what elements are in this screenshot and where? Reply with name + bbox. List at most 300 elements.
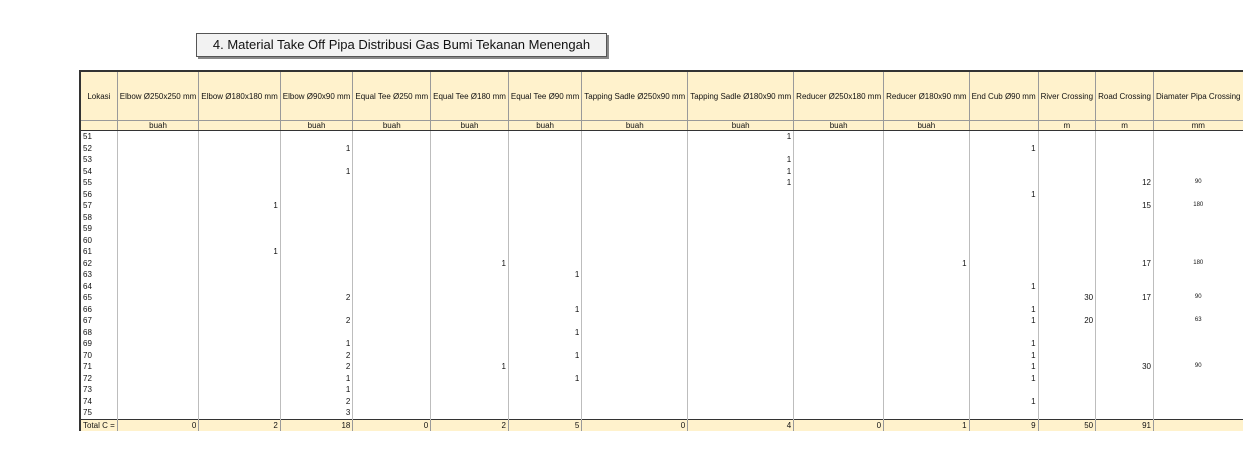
value-cell: 1 (969, 304, 1038, 316)
value-cell (582, 223, 688, 235)
value-cell (884, 200, 969, 212)
value-cell (1096, 338, 1154, 350)
unit-cell: m (1096, 121, 1154, 131)
value-cell (1096, 384, 1154, 396)
value-cell (884, 223, 969, 235)
value-cell (1038, 246, 1095, 258)
column-header: End Cub Ø90 mm (969, 71, 1038, 121)
value-cell (969, 166, 1038, 178)
value-cell (794, 177, 884, 189)
value-cell (1154, 384, 1243, 396)
value-cell (582, 154, 688, 166)
value-cell (117, 373, 198, 385)
value-cell (280, 246, 353, 258)
value-cell (1096, 269, 1154, 281)
table-row (80, 281, 1243, 293)
value-cell (969, 200, 1038, 212)
value-cell (508, 292, 581, 304)
value-cell (431, 304, 509, 316)
location-cell: 67 (80, 315, 117, 327)
value-cell (1096, 212, 1154, 224)
location-cell: 59 (80, 223, 117, 235)
value-cell (794, 396, 884, 408)
value-cell (1038, 200, 1095, 212)
value-cell (508, 143, 581, 155)
unit-cell: mm (1154, 121, 1243, 131)
value-cell (688, 281, 794, 293)
location-cell: 72 (80, 373, 117, 385)
value-cell (1038, 361, 1095, 373)
value-cell (794, 166, 884, 178)
value-cell (117, 258, 198, 270)
value-cell (582, 292, 688, 304)
value-cell (1154, 235, 1243, 247)
value-cell (508, 235, 581, 247)
table-row (80, 361, 1243, 373)
table-row (80, 269, 1243, 281)
value-cell (199, 304, 280, 316)
value-cell (969, 258, 1038, 270)
value-cell (431, 269, 509, 281)
value-cell (582, 235, 688, 247)
location-cell: 54 (80, 166, 117, 178)
value-cell (508, 258, 581, 270)
value-cell: 1 (884, 258, 969, 270)
value-cell: 1 (431, 258, 509, 270)
value-cell (117, 235, 198, 247)
value-cell (117, 166, 198, 178)
value-cell (582, 327, 688, 339)
value-cell (688, 407, 794, 419)
value-cell (1038, 258, 1095, 270)
value-cell (199, 281, 280, 293)
value-cell (117, 361, 198, 373)
value-cell (1154, 131, 1243, 143)
value-cell (117, 327, 198, 339)
value-cell (1096, 143, 1154, 155)
value-cell (794, 143, 884, 155)
value-cell (884, 143, 969, 155)
value-cell (508, 166, 581, 178)
table-row (80, 131, 1243, 143)
location-cell: 69 (80, 338, 117, 350)
value-cell: 1 (508, 350, 581, 362)
value-cell (431, 200, 509, 212)
value-cell (353, 361, 431, 373)
value-cell (582, 189, 688, 201)
value-cell (884, 281, 969, 293)
column-header: Elbow Ø90x90 mm (280, 71, 353, 121)
value-cell (431, 189, 509, 201)
value-cell (884, 154, 969, 166)
value-cell (431, 166, 509, 178)
location-cell: 62 (80, 258, 117, 270)
value-cell (280, 281, 353, 293)
value-cell: 2 (280, 350, 353, 362)
value-cell (280, 327, 353, 339)
unit-cell: buah (688, 121, 794, 131)
column-header: Equal Tee Ø180 mm (431, 71, 509, 121)
value-cell (884, 166, 969, 178)
value-cell: 1 (199, 200, 280, 212)
value-cell: 90 (1154, 177, 1243, 189)
value-cell (969, 235, 1038, 247)
value-cell (199, 131, 280, 143)
value-cell (1096, 189, 1154, 201)
value-cell (199, 373, 280, 385)
value-cell (969, 177, 1038, 189)
value-cell: 63 (1154, 315, 1243, 327)
value-cell (1038, 143, 1095, 155)
value-cell (969, 269, 1038, 281)
material-takeoff-table (79, 70, 1243, 431)
value-cell: 1 (688, 154, 794, 166)
value-cell (353, 350, 431, 362)
column-header: Elbow Ø180x180 mm (199, 71, 280, 121)
value-cell (1154, 166, 1243, 178)
value-cell: 1 (280, 384, 353, 396)
value-cell (508, 200, 581, 212)
value-cell: 180 (1154, 200, 1243, 212)
value-cell: 1 (199, 246, 280, 258)
value-cell: 1 (508, 327, 581, 339)
value-cell (199, 166, 280, 178)
total-row (80, 419, 1243, 431)
value-cell (280, 131, 353, 143)
value-cell (1154, 338, 1243, 350)
value-cell (508, 384, 581, 396)
table-row (80, 200, 1243, 212)
value-cell (117, 384, 198, 396)
value-cell (794, 281, 884, 293)
value-cell (688, 373, 794, 385)
value-cell (280, 200, 353, 212)
value-cell (688, 143, 794, 155)
value-cell (280, 269, 353, 281)
value-cell (884, 396, 969, 408)
value-cell (884, 131, 969, 143)
value-cell (1096, 315, 1154, 327)
value-cell (431, 212, 509, 224)
value-cell (969, 246, 1038, 258)
value-cell: 17 (1096, 292, 1154, 304)
value-cell (431, 246, 509, 258)
value-cell (117, 338, 198, 350)
value-cell (353, 212, 431, 224)
value-cell (353, 396, 431, 408)
value-cell (688, 292, 794, 304)
value-cell: 1 (508, 269, 581, 281)
value-cell (353, 407, 431, 419)
value-cell: 2 (280, 396, 353, 408)
value-cell (353, 246, 431, 258)
total-cell: 2 (199, 419, 280, 431)
value-cell (688, 327, 794, 339)
value-cell (1038, 350, 1095, 362)
value-cell (1154, 304, 1243, 316)
location-cell: 55 (80, 177, 117, 189)
value-cell (884, 384, 969, 396)
value-cell (199, 327, 280, 339)
value-cell (117, 407, 198, 419)
location-cell: 53 (80, 154, 117, 166)
column-header: River Crossing (1038, 71, 1095, 121)
value-cell: 17 (1096, 258, 1154, 270)
value-cell (1154, 143, 1243, 155)
unit-cell (80, 121, 117, 131)
value-cell (688, 361, 794, 373)
value-cell (1038, 269, 1095, 281)
value-cell (1096, 166, 1154, 178)
value-cell (1096, 281, 1154, 293)
location-cell: 73 (80, 384, 117, 396)
value-cell (353, 281, 431, 293)
value-cell (1038, 384, 1095, 396)
value-cell (794, 292, 884, 304)
value-cell (117, 143, 198, 155)
value-cell (688, 304, 794, 316)
value-cell (688, 384, 794, 396)
location-cell: 61 (80, 246, 117, 258)
value-cell (1038, 235, 1095, 247)
value-cell (688, 189, 794, 201)
total-cell: 91 (1096, 419, 1154, 431)
value-cell (1038, 304, 1095, 316)
total-cell: 4 (688, 419, 794, 431)
value-cell: 3 (280, 407, 353, 419)
table-row (80, 338, 1243, 350)
value-cell: 1 (280, 338, 353, 350)
value-cell (582, 200, 688, 212)
value-cell (1096, 327, 1154, 339)
value-cell (794, 269, 884, 281)
value-cell: 30 (1038, 292, 1095, 304)
value-cell: 20 (1038, 315, 1095, 327)
column-header: Reducer Ø180x90 mm (884, 71, 969, 121)
unit-cell: m (1038, 121, 1095, 131)
value-cell (431, 396, 509, 408)
value-cell: 12 (1096, 177, 1154, 189)
value-cell (1154, 223, 1243, 235)
value-cell (199, 384, 280, 396)
value-cell (199, 258, 280, 270)
value-cell (1038, 189, 1095, 201)
value-cell (884, 338, 969, 350)
value-cell (199, 350, 280, 362)
value-cell (353, 200, 431, 212)
value-cell (1154, 327, 1243, 339)
value-cell: 1 (688, 131, 794, 143)
value-cell (884, 407, 969, 419)
value-cell (117, 292, 198, 304)
column-header: Diamater Pipa Crossing (1154, 71, 1243, 121)
value-cell (688, 212, 794, 224)
value-cell (884, 246, 969, 258)
value-cell (884, 350, 969, 362)
value-cell (884, 315, 969, 327)
value-cell (582, 304, 688, 316)
total-label: Total C = (80, 419, 117, 431)
value-cell (431, 315, 509, 327)
value-cell (1096, 246, 1154, 258)
value-cell (117, 189, 198, 201)
value-cell (117, 350, 198, 362)
value-cell (794, 361, 884, 373)
value-cell: 1 (969, 373, 1038, 385)
total-cell: 2 (431, 419, 509, 431)
value-cell (117, 177, 198, 189)
value-cell (508, 315, 581, 327)
value-cell (1038, 396, 1095, 408)
value-cell (884, 189, 969, 201)
location-cell: 58 (80, 212, 117, 224)
value-cell (1154, 281, 1243, 293)
value-cell: 1 (688, 177, 794, 189)
value-cell (431, 281, 509, 293)
value-cell (688, 315, 794, 327)
value-cell (199, 223, 280, 235)
value-cell (117, 131, 198, 143)
value-cell (1154, 269, 1243, 281)
value-cell (884, 212, 969, 224)
table-row (80, 143, 1243, 155)
value-cell: 90 (1154, 361, 1243, 373)
value-cell: 15 (1096, 200, 1154, 212)
value-cell (884, 292, 969, 304)
value-cell: 1 (969, 281, 1038, 293)
table-row (80, 177, 1243, 189)
value-cell (794, 338, 884, 350)
value-cell (969, 384, 1038, 396)
value-cell (353, 315, 431, 327)
total-cell: 1 (884, 419, 969, 431)
value-cell (1096, 235, 1154, 247)
value-cell (582, 407, 688, 419)
value-cell (199, 292, 280, 304)
value-cell: 1 (969, 189, 1038, 201)
value-cell (431, 373, 509, 385)
value-cell (508, 177, 581, 189)
value-cell (1154, 154, 1243, 166)
table-row (80, 327, 1243, 339)
location-cell: 60 (80, 235, 117, 247)
value-cell (353, 154, 431, 166)
value-cell (1096, 131, 1154, 143)
location-cell: 65 (80, 292, 117, 304)
value-cell (508, 223, 581, 235)
value-cell (794, 315, 884, 327)
value-cell (1038, 177, 1095, 189)
value-cell (794, 246, 884, 258)
location-cell: 64 (80, 281, 117, 293)
value-cell (1096, 304, 1154, 316)
value-cell (794, 235, 884, 247)
column-header: Tapping Sadle Ø250x90 mm (582, 71, 688, 121)
value-cell (1096, 373, 1154, 385)
value-cell (199, 235, 280, 247)
value-cell (688, 235, 794, 247)
value-cell (1038, 281, 1095, 293)
value-cell (508, 361, 581, 373)
value-cell: 1 (508, 304, 581, 316)
value-cell (431, 292, 509, 304)
unit-cell: buah (582, 121, 688, 131)
value-cell (1154, 407, 1243, 419)
value-cell (508, 396, 581, 408)
value-cell (431, 131, 509, 143)
value-cell (117, 315, 198, 327)
value-cell (1096, 396, 1154, 408)
value-cell: 1 (431, 361, 509, 373)
column-header: Road Crossing (1096, 71, 1154, 121)
value-cell (199, 407, 280, 419)
value-cell (508, 189, 581, 201)
value-cell (280, 154, 353, 166)
value-cell (884, 327, 969, 339)
location-cell: 57 (80, 200, 117, 212)
table-row (80, 189, 1243, 201)
value-cell (1096, 407, 1154, 419)
value-cell (688, 338, 794, 350)
value-cell (199, 361, 280, 373)
value-cell (353, 269, 431, 281)
value-cell (1038, 131, 1095, 143)
value-cell (431, 407, 509, 419)
value-cell (688, 200, 794, 212)
location-cell: 71 (80, 361, 117, 373)
table-row (80, 258, 1243, 270)
value-cell (582, 177, 688, 189)
value-cell (1038, 407, 1095, 419)
value-cell (582, 350, 688, 362)
value-cell (199, 396, 280, 408)
value-cell (582, 269, 688, 281)
value-cell (794, 131, 884, 143)
value-cell (280, 212, 353, 224)
value-cell (884, 235, 969, 247)
value-cell (688, 258, 794, 270)
total-cell: 0 (353, 419, 431, 431)
value-cell: 1 (508, 373, 581, 385)
table-row (80, 235, 1243, 247)
value-cell: 90 (1154, 292, 1243, 304)
value-cell (431, 338, 509, 350)
value-cell: 1 (969, 315, 1038, 327)
value-cell (884, 361, 969, 373)
value-cell (884, 373, 969, 385)
value-cell (199, 315, 280, 327)
value-cell (794, 350, 884, 362)
value-cell (353, 235, 431, 247)
value-cell (582, 373, 688, 385)
location-cell: 70 (80, 350, 117, 362)
value-cell (117, 223, 198, 235)
column-header: Equal Tee Ø90 mm (508, 71, 581, 121)
value-cell (199, 338, 280, 350)
value-cell (794, 189, 884, 201)
value-cell (280, 177, 353, 189)
value-cell: 1 (280, 166, 353, 178)
table-row (80, 315, 1243, 327)
unit-cell (969, 121, 1038, 131)
value-cell (117, 246, 198, 258)
value-cell (794, 327, 884, 339)
table-row (80, 166, 1243, 178)
value-cell (969, 131, 1038, 143)
value-cell (794, 212, 884, 224)
value-cell (353, 177, 431, 189)
unit-cell: buah (353, 121, 431, 131)
